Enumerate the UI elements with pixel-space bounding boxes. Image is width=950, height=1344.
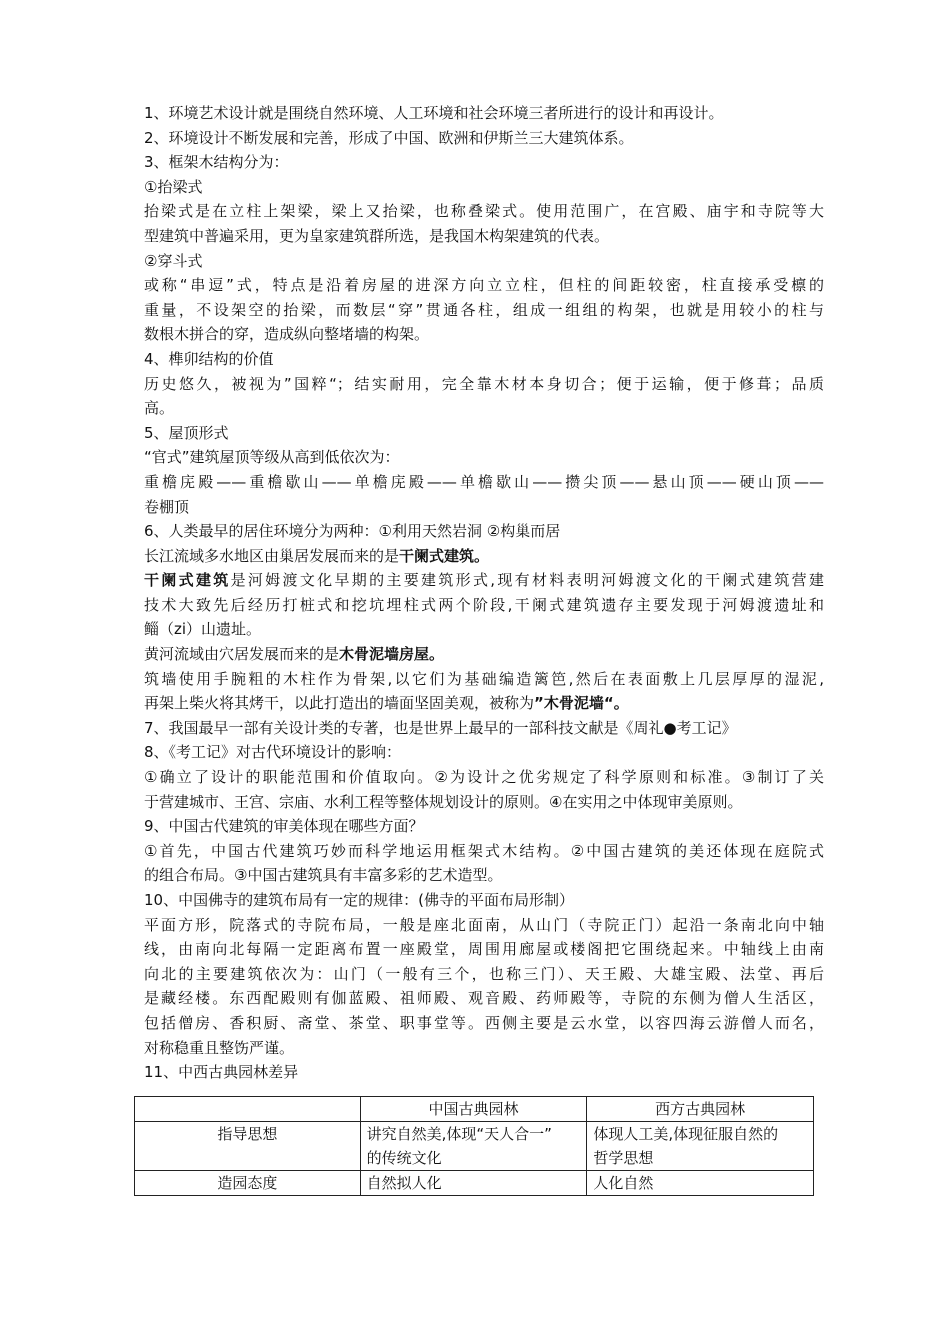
paragraph-line: 的组合布局。③中国古建筑具有丰富多彩的艺术造型。	[144, 866, 503, 885]
garden-comparison-table	[134, 1096, 814, 1196]
paragraph-line: 鲻（zi）山遗址。	[144, 620, 262, 639]
paragraph-line: 数根木拼合的穿，造成纵向整堵墙的构架。	[144, 325, 430, 344]
cell-line: 的传统文化	[366, 1149, 442, 1167]
paragraph-line: 抬梁式是在立柱上架梁，梁上又抬梁，也称叠梁式。使用范围广，在宫殿、庙宇和寺院等大	[144, 202, 824, 221]
section-heading: 3、框架木结构分为：	[144, 153, 289, 172]
table-cell	[360, 1122, 587, 1171]
paragraph-line: 是藏经楼。东西配殿则有伽蓝殿、祖师殿、观音殿、药师殿等，寺院的东侧为僧人生活区，	[144, 989, 824, 1008]
paragraph-line: 1、环境艺术设计就是围绕自然环境、人工环境和社会环境三者所进行的设计和再设计。	[144, 104, 724, 122]
paragraph-line: 线，由南向北每隔一定距离布置一座殿堂，周围用廊屋或楼阁把它围绕起来。中轴线上由南	[144, 940, 824, 959]
table-header-cell: 西方古典园林	[587, 1097, 814, 1122]
table-cell	[587, 1122, 814, 1171]
paragraph-line: 重檐庑殿——重檐歇山——单檐庑殿——单檐歇山——攒尖顶——悬山顶——硬山顶——	[144, 472, 824, 491]
cell-line: 自然拟人化	[366, 1174, 442, 1192]
cell-line: 人化自然	[593, 1174, 654, 1192]
paragraph-line: ①确立了设计的职能范围和价值取向。②为设计之优劣规定了科学原则和标准。③制订了关	[144, 768, 824, 787]
table-row-label: 指导思想	[135, 1122, 361, 1171]
cell-line: 哲学思想	[593, 1149, 654, 1167]
section-heading: 11、中西古典园林差异	[144, 1063, 299, 1082]
paragraph-line: 平面方形，院落式的寺院布局，一般是座北面南，从山门（寺院正门）起沿一条南北向中轴	[144, 915, 824, 934]
paragraph-line: 重量，不设架空的抬梁，而数层“穿”贯通各柱，组成一组组的构架，也就是用较小的柱与	[144, 300, 824, 319]
sub-heading: ②穿斗式	[144, 251, 203, 270]
section-heading: 9、中国古代建筑的审美体现在哪些方面？	[144, 817, 424, 836]
paragraph-line: 型建筑中普遍采用，更为皇家建筑群所选，是我国木构架建筑的代表。	[144, 226, 610, 245]
line-text: 再架上柴火将其烤干，以此打造出的墙面坚固美观，被称为	[144, 694, 535, 713]
bold-term: 木骨泥墙房屋。	[339, 645, 445, 664]
line-text: 是河姆渡文化早期的主要建筑形式,现有材料表明河姆渡文化的干阑式建筑营建	[230, 571, 824, 590]
table-row	[135, 1171, 814, 1196]
section-heading: 4、榫卯结构的价值	[144, 349, 274, 368]
table-header-cell: 中国古典园林	[360, 1097, 587, 1122]
paragraph-line	[144, 568, 824, 593]
section-heading: 6、人类最早的居住环境分为两种：①利用天然岩洞 ②构巢而居	[144, 522, 561, 541]
paragraph-line: 包括僧房、香积厨、斋堂、茶堂、职事堂等。西侧主要是云水堂，以容四海云游僧人而名，	[144, 1013, 824, 1032]
table-cell	[587, 1171, 814, 1196]
cell-line: 体现人工美,体现征服自然的	[593, 1125, 779, 1143]
table-row	[135, 1122, 814, 1171]
bold-term: 干阑式建筑	[144, 571, 231, 590]
sub-heading: ①抬梁式	[144, 177, 203, 196]
paragraph-line: 筑墙使用手腕粗的木柱作为骨架,以它们为基础编造篱笆,然后在表面敷上几层厚厚的湿泥,	[144, 669, 824, 688]
table-row-label: 造园态度	[135, 1171, 361, 1196]
paragraph-line: 卷棚顶	[144, 497, 190, 516]
document-body	[144, 101, 824, 1085]
paragraph-line: “官式”建筑屋顶等级从高到低依次为：	[144, 448, 400, 467]
paragraph-line	[144, 642, 824, 667]
line-text: 黄河流域由穴居发展而来的是	[144, 645, 340, 664]
line-text: 长江流域多水地区由巢居发展而来的是	[144, 546, 400, 565]
paragraph-line	[144, 544, 824, 569]
table-cell	[360, 1171, 587, 1196]
paragraph-line: 历史悠久，被视为”国粹“；结实耐用，完全靠木材本身切合；便于运输，便于修葺；品质	[144, 374, 824, 393]
section-heading: 8、《考工记》对古代环境设计的影响：	[144, 743, 402, 762]
cell-line: 讲究自然美,体现“天人合一”	[366, 1125, 552, 1143]
section-heading: 7、我国最早一部有关设计类的专著，也是世界上最早的一部科技文献是《周礼●考工记》	[144, 718, 737, 737]
paragraph-line: 技术大致先后经历打桩式和挖坑埋柱式两个阶段,干阑式建筑遗存主要发现于河姆渡遗址和	[144, 595, 824, 614]
paragraph-line: 或称“串逗”式，特点是沿着房屋的进深方向立立柱，但柱的间距较密，柱直接承受檩的	[144, 276, 824, 295]
paragraph-line: 向北的主要建筑依次为：山门（一般有三个，也称三门）、天王殿、大雄宝殿、法堂、再后	[144, 964, 824, 983]
paragraph-line: 高。	[144, 399, 175, 418]
bold-term: 干阑式建筑。	[399, 546, 490, 565]
section-heading: 10、中国佛寺的建筑布局有一定的规律：(佛寺的平面布局形制）	[144, 891, 574, 909]
bold-term: ”木骨泥墙“。	[534, 694, 629, 713]
paragraph-line: ①首先，中国古代建筑巧妙而科学地运用框架式木结构。②中国古建筑的美还体现在庭院式	[144, 841, 824, 860]
table-header-cell	[135, 1097, 361, 1122]
table-header-row	[135, 1097, 814, 1122]
paragraph-line	[144, 691, 824, 716]
paragraph-line: 2、环境设计不断发展和完善，形成了中国、欧洲和伊斯兰三大建筑体系。	[144, 128, 634, 147]
section-heading: 5、屋顶形式	[144, 423, 229, 442]
paragraph-line: 对称稳重且整饬严谨。	[144, 1038, 295, 1057]
paragraph-line: 于营建城市、王宫、宗庙、水利工程等整体规划设计的原则。④在实用之中体现审美原则。	[144, 792, 743, 811]
